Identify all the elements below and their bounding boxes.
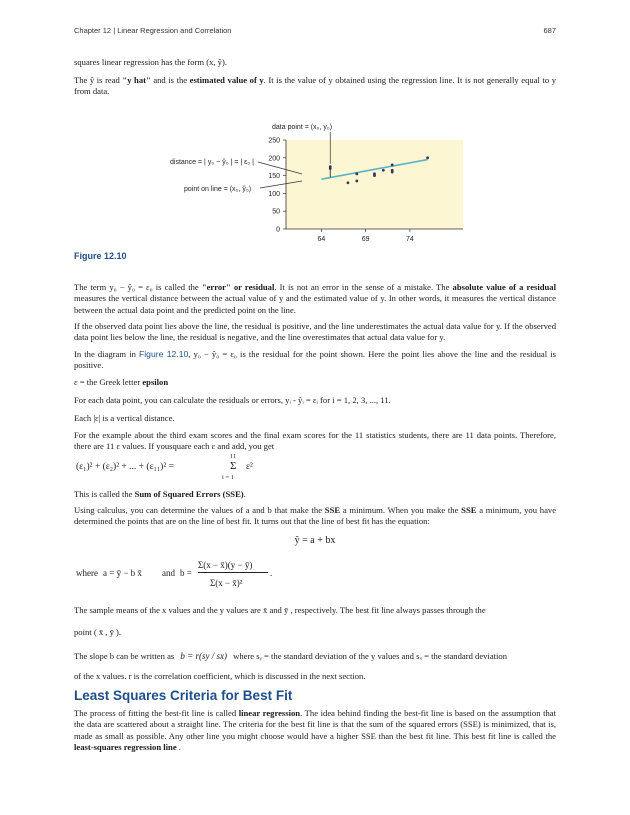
paragraph-slope (74, 651, 556, 662)
y-tick-label: 150 (268, 173, 280, 181)
text-bold: "y hat" (122, 75, 151, 85)
text-bold: SSE (324, 505, 341, 515)
figure-caption: Figure 12.10 (74, 251, 127, 261)
text-run: . The idea behind finding the best-fit line is based on the assumption that the data are scattered about a straight line. The criteria for the best fit line is that the sum of the squared errors (SSE) is minimized, that is, made as small as possible. Any other line you might choose would have a higher SSE than the best fit line. This best fit line is called the (74, 708, 557, 741)
data-point (382, 169, 385, 172)
text-bold: least-squares regression line (74, 742, 177, 753)
distance-label: distance = | y₀ − ŷ₀ | = | ε₀ | (170, 159, 254, 166)
paragraph-residual (74, 282, 556, 316)
text-run: The ŷ is read (74, 75, 123, 85)
text-run: , y₀ − ŷ₀ = ε₀ is the residual for the point shown. Here the point lies above the line and the residual is positive. (74, 349, 556, 371)
paragraph-observed: If the observed data point lies above the line, the residual is positive, and the line underestimates the actual data value for y. If the observed data point lies below the line, the residual is negative, and the line overestimates that actual data value for y. (74, 321, 556, 343)
text-run: The slope b can be written as (74, 651, 175, 661)
sum-symbol: Σ (230, 460, 237, 472)
y-tick-label: 100 (268, 190, 280, 198)
x-tick-label: 74 (406, 236, 414, 243)
y-tick-group (268, 138, 286, 234)
text-bold: "error" or residual (201, 282, 275, 292)
text-run: . It is the value of y obtained using the regression line. It is not generally equal to y from data. (74, 75, 556, 97)
paragraph-epsilon (74, 377, 556, 388)
y-tick-label: 0 (276, 226, 280, 234)
best-fit-equation: ŷ = a + bx (294, 535, 336, 546)
section-heading: Least Squares Criteria for Best Fit (74, 688, 293, 703)
chapter-title: Chapter 12 | Linear Regression and Correlation (74, 26, 232, 35)
text-run: . (176, 742, 181, 753)
formula-period: . (270, 568, 273, 578)
text-run: In the diagram in (74, 349, 140, 359)
page-header (74, 26, 556, 38)
text-bold: absolute value of a residual (452, 282, 556, 292)
slope-formula: b = r(sy / sx) (180, 651, 227, 661)
data-point (391, 164, 394, 167)
paragraph-point: point ( x̄ , ȳ ). (74, 627, 122, 637)
residual-figure (0, 118, 630, 248)
text-run: Using calculus, you can determine the values of a and b that make the (74, 505, 325, 515)
paragraph-example: For the example about the third exam scores and the final exam scores for the 11 statistics students, there are 11 data points. Therefore, there are 11 ε values. If yousquare each ε and add, you get (74, 430, 556, 452)
sum-term: ε² (246, 462, 253, 472)
paragraph-means: The sample means of the x values and the y values are x̄ and ȳ , respectively. The best fit line always passes through the (74, 605, 486, 615)
text-run: a minimum. When you make the (340, 505, 462, 515)
intro-line: squares linear regression has the form (x, ŷ). (74, 57, 227, 67)
paragraph-sse (74, 489, 556, 500)
fraction-bar (198, 572, 268, 573)
data-point (347, 181, 350, 184)
paragraph-abs: Each |ε| is a vertical distance. (74, 413, 175, 423)
x-tick-label: 64 (317, 236, 326, 243)
text-run: where sᵧ = the standard deviation of the y values and sₓ = the standard deviation (233, 651, 507, 661)
where-label: where (76, 568, 98, 578)
text-run: ε = the Greek letter (74, 377, 143, 387)
text-bold: Sum of Squared Errors (SSE) (134, 489, 244, 499)
plot-background (286, 140, 463, 229)
y-tick-label: 250 (268, 137, 280, 145)
sse-equation: (ε₁)² + (ε₂)² + ... + (ε₁₁)² = (76, 462, 174, 472)
page-number: 687 (543, 26, 556, 35)
text-run: . It is not an error in the sense of a mistake. The (274, 282, 453, 292)
y-tick-label: 50 (272, 208, 280, 216)
formula-b-denominator: Σ(x − x̄)² (210, 578, 243, 588)
intro-paragraph (74, 75, 556, 98)
paragraph-each: For each data point, you can calculate the residuals or errors, yᵢ - ŷᵢ = εᵢ for i = 1, 2, 3, ..., 11. (74, 395, 391, 405)
text-run: a minimum, you have determined the points that are on the line of best fit. It turns out that the line of best fit has the equation: (74, 505, 557, 527)
data-point (426, 156, 429, 159)
text-run: This is called the (74, 489, 135, 499)
data-point (355, 172, 358, 175)
text-run: and is the (150, 75, 190, 85)
text-run: The term y₀ − ŷ₀ = ε₀ is called the (74, 282, 202, 292)
text-bold: SSE (461, 505, 477, 515)
text-bold: estimated value of y (189, 75, 264, 85)
figure-link[interactable]: Figure 12.10 (139, 349, 189, 359)
formula-b-lhs: b = (180, 568, 192, 578)
paragraph-slope-cont: of the x values. r is the correlation coefficient, which is discussed in the next section. (74, 671, 366, 681)
formula-b-numerator: Σ(x − x̄)(y − ȳ) (198, 560, 253, 570)
x-tick-label: 69 (361, 236, 370, 243)
y-tick-label: 200 (268, 155, 280, 163)
data-point (391, 169, 394, 172)
text-run: The process of fitting the best-fit line is called (74, 708, 239, 718)
paragraph-calculus (74, 505, 556, 528)
text-run: . (243, 489, 246, 499)
text-bold: epsilon (142, 377, 169, 387)
text-bold: linear regression (238, 708, 301, 718)
point-on-line-label: point on line = (x₀, ŷ₀) (184, 186, 252, 193)
x-tick-group (318, 229, 414, 243)
text-run: measures the vertical distance between the actual value of y and the estimated value of y. In other words, it measures the vertical distance between the actual data point and the predicted point on the line. (74, 293, 556, 315)
sum-upper: 11 (230, 453, 237, 460)
and-label: and (162, 568, 175, 578)
formula-a: a = ȳ − b x̄ (103, 568, 142, 578)
data-point-label: data point = (x₀, y₀) (272, 124, 333, 131)
paragraph-diagram (74, 349, 556, 372)
sum-lower: i = 1 (222, 474, 234, 481)
data-point (373, 172, 376, 175)
data-point (355, 180, 358, 183)
paragraph-least-squares (74, 708, 556, 754)
